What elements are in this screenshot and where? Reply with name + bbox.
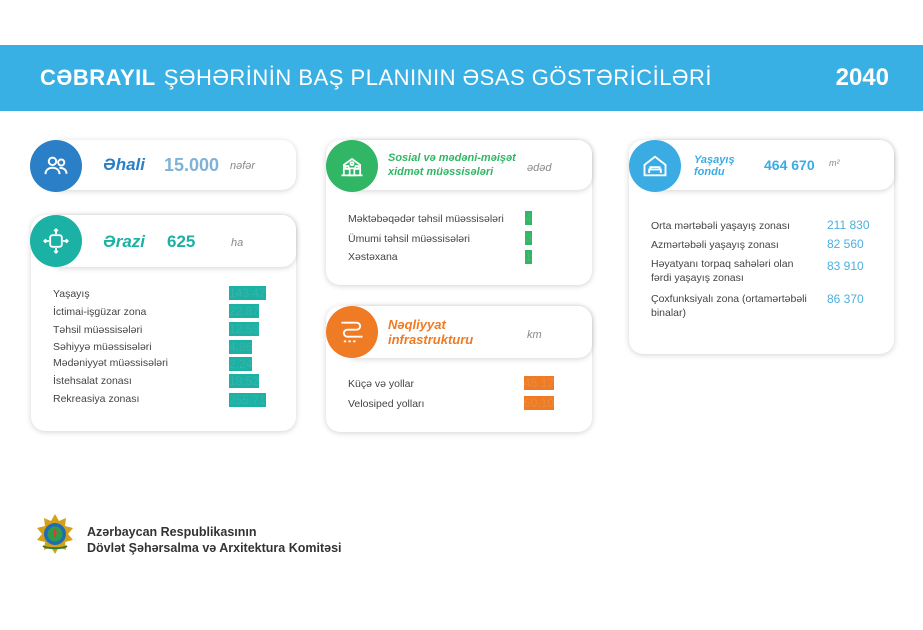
population-value: 15.000 <box>164 155 220 175</box>
area-row-name: Rekreasiya zonası <box>53 393 140 405</box>
transport-label-line1: Nəqliyyat <box>388 317 446 332</box>
transport-row-value: 45.17 <box>524 376 555 390</box>
people-icon <box>30 140 82 192</box>
area-row-name: İstehsalat zonası <box>53 375 132 387</box>
housing-row-value: 211 830 <box>827 218 870 232</box>
state-emblem-icon <box>34 512 76 556</box>
housing-row-name: Orta mərtəbəli yaşayış zonası <box>651 220 790 232</box>
organization-name-line1: Azərbaycan Respublikasının <box>87 525 257 539</box>
social-header <box>351 140 592 190</box>
housing-row-value: 86 370 <box>827 292 864 306</box>
housing-row-value: 83 910 <box>827 259 864 273</box>
area-row-value: 255.71 <box>229 393 266 407</box>
population-card <box>56 140 296 190</box>
social-row-value: 1 <box>525 250 532 264</box>
transport-label-line2: infrastrukturu <box>388 332 474 347</box>
area-row-value: 143.47 <box>229 286 266 300</box>
housing-label-line1: Yaşayış <box>694 154 735 166</box>
organization-name-line2: Dövlət Şəhərsalma və Arxitektura Komitəsi <box>87 541 342 555</box>
housing-row-name: binalar) <box>651 307 687 319</box>
housing-label-line2: fondu <box>694 166 725 178</box>
social-unit: ədəd <box>527 162 552 174</box>
road-icon <box>326 306 378 358</box>
target-year: 2040 <box>835 64 889 91</box>
area-row-name: Mədəniyyət müəssisələri <box>53 357 168 369</box>
house-sofa-icon <box>629 140 681 192</box>
area-row-value: 22.87 <box>229 304 260 318</box>
school-building-icon <box>326 140 378 192</box>
area-value: 625 <box>167 232 196 251</box>
page-title-city: CƏBRAYIL <box>40 65 156 90</box>
housing-header <box>654 140 894 190</box>
housing-row-value: 82 560 <box>827 237 864 251</box>
transport-unit: km <box>527 329 542 341</box>
transport-row-name: Velosiped yolları <box>348 398 425 410</box>
social-row-name: Xəstəxana <box>348 251 398 263</box>
population-unit: nəfər <box>230 160 256 172</box>
social-row-name: Məktəbəqədər təhsil müəssisələri <box>348 213 504 225</box>
header-banner <box>0 45 923 111</box>
transport-row-value: 60.10 <box>524 396 555 410</box>
housing-unit: m² <box>829 158 840 168</box>
area-row-value: 4.86 <box>229 340 253 354</box>
area-label: Ərazi <box>103 232 146 251</box>
area-row-name: İctimai-işgüzar zona <box>53 306 147 318</box>
area-row-value: 19.52 <box>229 374 260 388</box>
population-label: Əhali <box>103 155 145 174</box>
housing-row-name: Azmərtəbəli yaşayış zonası <box>651 239 779 251</box>
area-row-name: Yaşayış <box>53 288 90 300</box>
housing-value: 464 670 <box>764 157 815 173</box>
social-label-line1: Sosial və mədəni-məişət <box>388 152 516 164</box>
area-row-value: 12.59 <box>229 322 260 336</box>
housing-row-name: Həyatyanı torpaq sahələri olan <box>651 258 794 270</box>
transport-row-name: Küçə və yollar <box>348 378 414 390</box>
housing-row-name: fərdi yaşayış zonası <box>651 272 744 284</box>
area-header <box>56 215 296 267</box>
area-unit: ha <box>231 237 244 249</box>
expand-arrows-icon <box>30 215 82 267</box>
area-row-name: Təhsil müəssisələri <box>53 324 143 336</box>
social-row-value: 3 <box>525 231 532 245</box>
transport-header <box>351 306 592 358</box>
area-row-value: 2.24 <box>229 357 253 371</box>
housing-row-name: Çoxfunksiyalı zona (ortamərtəbəli <box>651 293 807 305</box>
page-title: ŞƏHƏRİNİN BAŞ PLANININ ƏSAS GÖSTƏRİCİLƏRİ <box>163 65 712 90</box>
social-label-line2: xidmət müəssisələri <box>388 166 494 178</box>
area-row-name: Səhiyyə müəssisələri <box>53 341 152 353</box>
social-row-value: 4 <box>525 211 532 225</box>
social-row-name: Ümumi təhsil müəssisələri <box>348 233 470 245</box>
